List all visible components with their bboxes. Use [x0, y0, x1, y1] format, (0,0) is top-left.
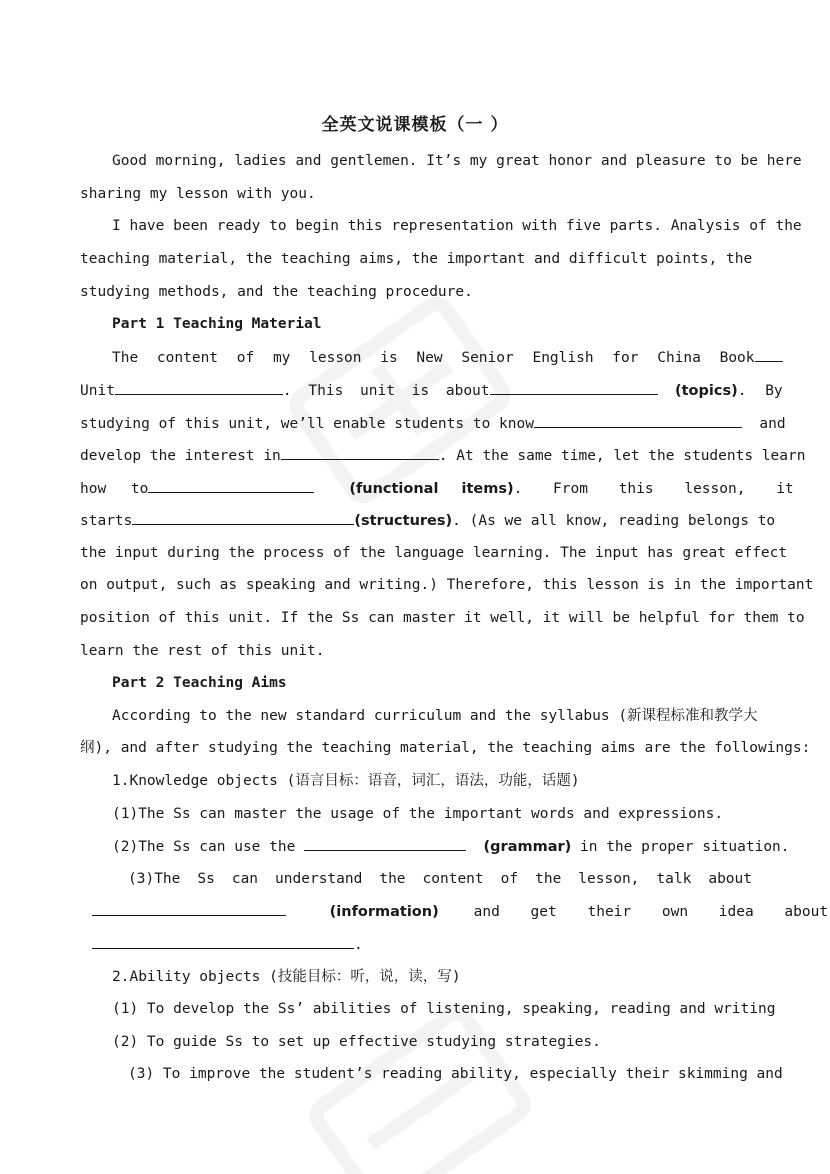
part1-line-8: on output, such as speaking and writing.) Therefore, this lesson is in the important	[80, 577, 814, 593]
part1-text: studying of this unit, we’ll enable students to know	[80, 416, 534, 432]
document-title: 全英文说课模板（一 ）	[321, 115, 509, 135]
part1-line-3	[80, 413, 786, 434]
keyword-information: (information)	[329, 904, 439, 920]
blank-idea-about	[92, 934, 354, 949]
part2-line-1: According to the new standard curriculum and the syllabus (新课程标准和教学大	[112, 708, 758, 724]
part1-heading: Part 1 Teaching Material	[112, 316, 322, 332]
knowledge-item-3: (3)The Ss can understand the content of the lesson, talk about	[128, 871, 752, 887]
part1-line-9: position of this unit. If the Ss can master it well, it will be helpful for them to	[80, 610, 805, 626]
ability-item-2: (2) To guide Ss to set up effective studying strategies.	[112, 1034, 601, 1050]
knowledge-item-1: (1)The Ss can master the usage of the important words and expressions.	[112, 806, 724, 822]
p1-line-1: Good morning, ladies and gentlemen. It’s my great honor and pleasure to be here	[112, 153, 802, 169]
part1-text: and	[759, 416, 786, 432]
knowledge-item-3-end	[92, 934, 764, 955]
part1-text: Unit	[80, 383, 115, 399]
ability-item-1: (1) To develop the Ss’ abilities of listening, speaking, reading and writing	[112, 1001, 776, 1017]
blank-grammar	[304, 836, 466, 851]
part2-heading: Part 2 Teaching Aims	[112, 675, 287, 691]
part1-line-10: learn the rest of this unit.	[80, 643, 325, 659]
knowledge-item-2	[112, 836, 790, 857]
knowledge-objects-heading: 1.Knowledge objects (语言目标：语音，词汇，语法，功能，话题)	[112, 773, 580, 789]
part1-text: . By	[737, 383, 783, 399]
part2-line-2: 纲), and after studying the teaching material, the teaching aims are the followings:	[80, 740, 811, 756]
part1-line-2	[80, 380, 783, 401]
knowledge-text: (2)The Ss can use the	[112, 839, 296, 855]
blank-know	[534, 413, 742, 428]
part1-text: how to	[80, 481, 149, 497]
p1-line-2: sharing my lesson with you.	[80, 186, 316, 202]
part1-line-1	[112, 347, 755, 368]
part1-text: . (As we all know, reading belongs to	[452, 513, 776, 529]
p2-line-3: studying methods, and the teaching procedure.	[80, 284, 473, 300]
part1-text: starts	[80, 513, 133, 529]
part1-text: . At the same time, let the students learn	[438, 448, 806, 464]
part1-line-4	[80, 445, 806, 466]
blank-interest	[281, 445, 439, 460]
knowledge-text: and get their own idea about	[473, 904, 829, 920]
blank-topic	[490, 380, 658, 395]
part1-text: develop the interest in	[80, 448, 281, 464]
keyword-topics: (topics)	[675, 383, 738, 399]
part1-line-7: the input during the process of the language learning. The input has great effect	[80, 545, 788, 561]
knowledge-text: in the proper situation.	[580, 839, 790, 855]
part1-text: . From this lesson, it	[513, 481, 794, 497]
blank-talk-about	[92, 901, 286, 916]
knowledge-text: .	[354, 937, 363, 953]
blank-starts	[132, 510, 354, 525]
keyword-functional-items: (functional items)	[349, 481, 514, 497]
keyword-structures: (structures)	[354, 513, 453, 529]
blank-how-to	[148, 478, 314, 493]
keyword-grammar: (grammar)	[483, 839, 572, 855]
part1-text: The content of my lesson is New Senior English for China Book	[112, 350, 755, 366]
part1-line-6	[80, 510, 776, 531]
ability-item-3: (3) To improve the student’s reading ability, especially their skimming and	[128, 1066, 783, 1082]
ability-objects-heading: 2.Ability objects (技能目标：听，说，读，写)	[112, 969, 461, 985]
part1-line-5	[80, 478, 794, 499]
p2-line-1: I have been ready to begin this representation with five parts. Analysis of the	[112, 218, 802, 234]
blank-book	[755, 347, 783, 362]
blank-unit	[115, 380, 283, 395]
part1-text: . This unit is about	[282, 383, 490, 399]
p2-line-2: teaching material, the teaching aims, the important and difficult points, the	[80, 251, 753, 267]
knowledge-item-3-cont	[92, 901, 829, 922]
